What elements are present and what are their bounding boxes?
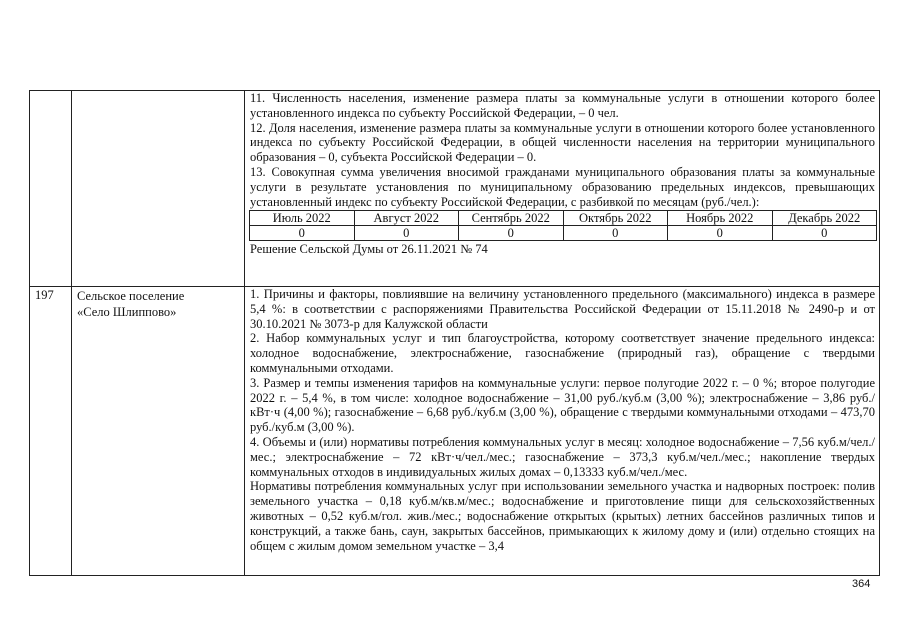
- month-value: 0: [250, 226, 355, 241]
- paragraph: 1. Причины и факторы, повлиявшие на величину установленного предельного (максимального) индекса в размере 5,4 %: в соответствии с распоряжениями Правительства Российской Федерации от 15.11.2018 № 2490-р и от 30.10.2021 № 3073-р для Калужской области: [250, 287, 875, 331]
- month-header: Июль 2022: [250, 211, 355, 226]
- month-header: Ноябрь 2022: [668, 211, 773, 226]
- content-cell: [245, 91, 880, 287]
- row-number-cell: [30, 91, 72, 287]
- months-header-row: [250, 211, 877, 226]
- paragraph: 4. Объемы и (или) нормативы потребления коммунальных услуг в месяц: холодное водоснабжение – 7,56 куб.м/чел./мес.; электроснабжение – 72 кВт·ч/чел./мес.; газоснабжение – 373,3 куб.м/чел./мес.; накопление твердых коммунальных отходов в индивидуальных жилых домах – 0,13333 куб.м/чел./мес.: [250, 434, 875, 479]
- tariff-table: [29, 90, 880, 576]
- month-header: Декабрь 2022: [772, 211, 877, 226]
- month-header: Август 2022: [354, 211, 459, 226]
- decision-reference: Решение Сельской Думы от 26.11.2021 № 74: [250, 242, 488, 257]
- municipality-name-line: «Село Шлиппово»: [77, 305, 177, 319]
- monthly-sum-table: [249, 210, 877, 241]
- municipality-cell: [72, 91, 245, 287]
- month-value: 0: [772, 226, 877, 241]
- month-value: 0: [668, 226, 773, 241]
- municipality-cell: [72, 287, 245, 576]
- months-value-row: [250, 226, 877, 241]
- paragraph: 12. Доля населения, изменение размера платы за коммунальные услуги в отношении которого более установленного индекса по субъекту Российской Федерации, в общей численности населения на территории муниципального образования – 0, субъекта Российской Федерации – 0.: [250, 120, 875, 165]
- month-value: 0: [459, 226, 564, 241]
- table-row: [30, 91, 880, 287]
- month-header: Сентябрь 2022: [459, 211, 564, 226]
- paragraph: 13. Совокупная сумма увеличения вносимой гражданами муниципального образования платы за коммунальные услуги в результате установления по муниципальному образованию предельных индексов, превышающих установленный индекс по субъекту Российской Федерации, с разбивкой по месяцам (руб./чел.):: [250, 164, 875, 209]
- paragraph: 2. Набор коммунальных услуг и тип благоустройства, которому соответствует значение предельного индекса: холодное водоснабжение, электроснабжение, газоснабжение (природный газ), обращение с твердыми коммунальными отходами.: [250, 331, 875, 375]
- month-value: 0: [563, 226, 668, 241]
- paragraph: 3. Размер и темпы изменения тарифов на коммунальные услуги: первое полугодие 2022 г. – 0 %; второе полугодие 2022 г. – 5,4 %, в том числе: холодное водоснабжение – 31,00 руб./куб.м (3,00 %); электроснабжение – 3,86 руб./кВт·ч (4,00 %); газоснабжение – 6,68 руб./куб.м (3,00 %), обращение с твердыми коммунальными отходами – 473,70 руб./куб.м (3,00 %).: [250, 375, 875, 435]
- month-header: Октябрь 2022: [563, 211, 668, 226]
- page-number: 364: [852, 578, 871, 590]
- paragraph: 11. Численность населения, изменение размера платы за коммунальные услуги в отношении которого более установленного индекса по субъекту Российской Федерации, – 0 чел.: [250, 91, 875, 120]
- month-value: 0: [354, 226, 459, 241]
- table-row: [30, 287, 880, 576]
- paragraph: Нормативы потребления коммунальных услуг при использовании земельного участка и надворных построек: полив земельного участка – 0,18 куб.м/кв.м/мес.; водоснабжение и приготовление пищи для сельскохозяйственных животных – 0,52 куб.м/гол. жив./мес.; водоснабжение открытых (крытых) летних бассейнов различных типов и конструкций, а также бань, саун, закрытых бассейнов, примыкающих к жилому дому и (или) отдельно стоящих на общем с жилым домом земельном участке – 3,4: [250, 479, 875, 553]
- municipality-name-line: Сельское поселение: [77, 289, 185, 303]
- content-cell: [245, 287, 880, 576]
- row-number-cell: 197: [30, 287, 72, 576]
